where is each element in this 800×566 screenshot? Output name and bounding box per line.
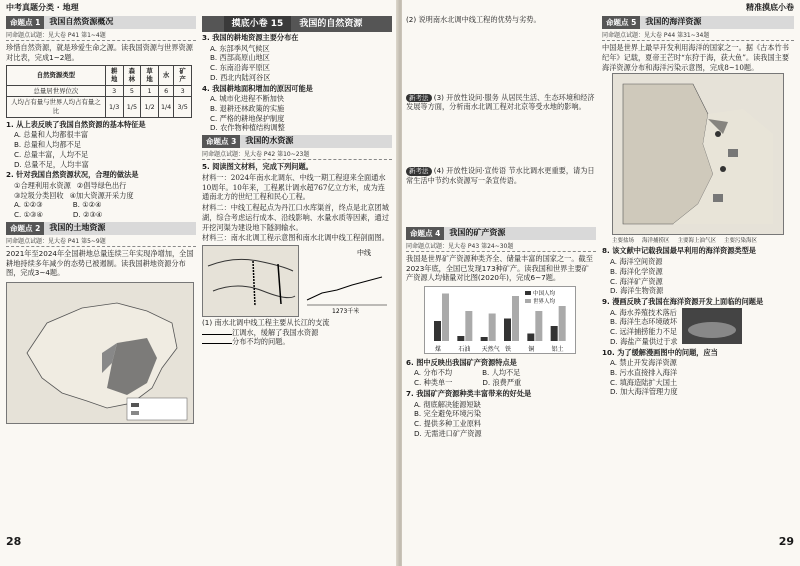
item: ③垃圾分类回收 [14,190,64,200]
legend-item: 主要污染海区 [724,237,758,244]
left-column-1 [6,14,196,552]
option[interactable]: D. 海盐产量供过于求 [610,336,678,346]
fishing-area-marker [713,194,723,202]
table-header: 耕地 [105,65,123,85]
section-3-title [202,135,392,148]
option[interactable]: A. 海洋空间资源 [610,257,663,267]
map-legend [127,398,187,420]
question-10: 10. 为了缓解漫画图中的问题，应当 [602,347,718,357]
bar [504,318,511,341]
legend-label: 世界人均 [533,298,556,305]
cartoon-image [682,308,742,344]
table-header-row [7,65,192,85]
profile-label: 中线 [357,249,371,258]
table-cell: 1/3 [105,97,123,117]
figures-row [202,245,392,317]
ref-line: 同命题点试题：见大卷 P44 第31~34题 [602,32,794,41]
farmland-map [6,282,194,424]
option[interactable]: B. 西部高原山地区 [210,53,270,63]
section-name: 我国的海洋资源 [645,17,702,27]
answer-space[interactable] [406,113,596,165]
bar [551,326,558,341]
question-9: 9. 漫画反映了我国在海洋资源开发上面临的问题是 [602,296,764,306]
option[interactable]: B. 人均不足 [482,368,521,378]
material-2: 材料二：中线工程起点为丹江口水库渠首，终点是北京团城湖，综合考虑运行成本、沿线影响、水量水质等因素，通过开挖河渠为建设地下隧洞输水。 [202,203,389,232]
intro-text: 我国是世界矿产资源种类齐全、储量丰富的国家之一。截至2023年底，全国已发现173种矿产。读我国和世界主要矿产资源人均储量对比图(2020年)，完成6~7题。 [406,253,593,283]
table-cell: 1/2 [141,97,159,117]
bar [489,313,496,341]
bar [535,311,542,341]
option[interactable]: A. 东部季风气候区 [210,43,270,53]
option[interactable]: B. 退耕还林政策的实施 [210,104,285,114]
option[interactable]: D. 海洋生物资源 [610,286,664,296]
profile-axis-label: 1273千米 [332,308,360,316]
section-name: 我国的矿产资源 [449,227,506,237]
option[interactable]: C. 种类单一 [414,378,453,388]
option-row [6,200,196,210]
intro-text: 中国是世界上最早开发利用海洋的国家之一。据《古本竹书纪年》记载，夏帝王芒时“东狩于海，获大鱼”。读我国主要海洋资源分布和海洋污染示意图，完成8~10题。 [602,43,790,72]
right-header: 精准摸底小卷 [746,3,794,12]
intro-text: 珍惜自然资源，就是珍爱生命之源。读我国资源与世界资源对比表，完成1~2题。 [6,43,193,62]
option[interactable]: A. 总量和人均都很丰富 [14,130,89,140]
table-header: 森林 [123,65,141,85]
item-row [6,191,196,201]
section-1-title [6,16,196,29]
bar [527,333,534,341]
legend-item: 主要盐场 [612,237,635,244]
table-cell: 3 [174,85,192,97]
east-route-line [278,264,281,304]
option[interactable]: B. 完全避免环境污染 [414,409,482,419]
ref-line: 同命题点试题：见大卷 P41 第5~9题 [6,238,196,247]
option[interactable]: D. 无需进口矿产资源 [414,428,482,438]
option[interactable]: A. 禁止开发海洋资源 [610,358,677,368]
fishing-area-marker [728,149,738,157]
salt-field-marker [715,131,721,137]
section-name: 我国自然资源概况 [49,17,114,27]
route-line [208,259,293,271]
text: (3) 开放性设问·服务 从居民生活、生态环境和经济发展等方面，分析南水北调工程对北京等受水地的影响。 [406,92,595,112]
bar [465,311,472,341]
question-1: 1. 从上表反映了我国自然资源的基本特征是 [6,119,146,129]
profile-chart [302,245,392,315]
water-diversion-map [202,245,299,317]
section-4-title [406,227,596,240]
section-2-title [6,222,196,235]
ref-line: 同命题点试题：见大卷 P41 第1~4题 [6,32,196,41]
option[interactable]: A. ①②③ [14,200,43,210]
right-page [402,0,800,566]
left-page [0,0,398,566]
table-cell: 1/4 [158,97,173,117]
option[interactable]: C. 东南沿海平原区 [210,63,270,73]
option[interactable]: C. 严格的耕地保护制度 [210,113,285,123]
table-header: 自然资源类型 [7,65,106,85]
intro-text: 2021年至2024年全国耕地总量连续三年实现净增加，全国耕地持续多年减少的态势已被遏制。读我国耕地资源分布图，完成3~4题。 [6,249,194,278]
section-tag: 命题点 4 [406,227,444,240]
question-7: 7. 我国矿产资源种类丰富带来的好处是 [406,388,532,398]
text: 江调水，缓解了我国水资源 [232,327,319,337]
table-cell: 5 [123,85,141,97]
option[interactable]: A. 彻底解决能源短缺 [414,399,481,409]
page-number: 29 [778,535,794,549]
option[interactable]: B. 总量和人均都不足 [14,140,82,150]
legend-item: 海洋捕捞区 [642,237,670,244]
option[interactable]: D. 总量不足，人均丰富 [14,159,89,169]
text: 分布不均的问题。 [232,337,290,347]
quiz-number: 摸底小卷 15 [224,16,292,32]
option-row [6,210,196,220]
question-2: 2. 针对我国自然资源状况，合理的做法是 [6,170,139,180]
legend-swatch [131,411,139,415]
option[interactable]: D. 农作物种植结构调整 [210,123,285,133]
material-1: 材料一：2024年南水北调东、中线一期工程迎来全面通水10周年。10年来，工程累计调水超767亿立方米，成为连通南北方的世纪工程和民心工程。 [202,173,386,202]
x-tick-label: 铝土 [551,345,564,353]
text: (1) 南水北调中线工程主要从长江的支流 [202,318,330,328]
option[interactable]: A. 城市化进程不断加快 [210,94,285,104]
q9-block [602,308,794,347]
right-column-1 [406,14,596,552]
question-5-4 [406,166,596,185]
option[interactable]: B. 海洋化学资源 [610,266,663,276]
salt-field-marker [720,166,726,172]
table-header: 矿产 [174,65,192,85]
ref-line: 同命题点试题：见大卷 P42 第10~23题 [202,151,392,160]
x-tick-label: 煤 [435,345,442,353]
item: ②倡导绿色出行 [76,181,127,191]
ref-line: 同命题点试题：见大卷 P43 第24~30题 [406,243,596,252]
question-5-2: (2) 说明南水北调中线工程的优势与劣势。 [406,15,541,24]
table-cell: 3 [105,85,123,97]
question-5-1 [202,318,392,347]
section-name: 我国的水资源 [245,136,294,146]
question-4: 4. 我国耕地面积增加的原因可能是 [202,83,313,93]
profile-line [307,277,382,300]
option-row [406,378,596,388]
option[interactable]: B. 污水直接排入海洋 [610,368,678,378]
option[interactable]: B. ①②④ [72,200,102,210]
option[interactable]: D. ②③④ [72,210,103,220]
table-cell: 人均占有量与世界人均占有量之比 [7,97,106,117]
option[interactable]: D. 加大海洋管理力度 [610,387,678,397]
option[interactable]: C. ①③④ [14,210,43,220]
option[interactable]: C. 海洋矿产资源 [610,276,663,286]
ocean-resource-map [612,73,784,235]
right-column-2 [602,14,794,552]
option[interactable]: C. 总量丰富，人均不足 [14,149,89,159]
x-tick-label: 石油 [458,345,471,353]
text: (4) 开放性设问·宣传语 节水比调水更重要，请为日常生活中节约水资源写一条宣传语。 [406,166,595,185]
page-number: 28 [6,535,22,549]
table-cell: 6 [158,85,173,97]
bar [559,306,566,341]
legend-item: 主要海上油气区 [677,237,717,244]
legend-swatch [525,291,531,295]
bar [512,296,519,341]
cartoon-wave [688,322,736,338]
item: ④加大资源开采力度 [69,190,134,200]
option[interactable]: A. 分布不均 [414,368,453,378]
answer-space[interactable] [406,26,596,92]
question-5-3 [406,93,596,112]
new-method-badge: 新考法 [406,167,432,176]
section-5-title [602,16,794,29]
mineral-bar-chart [424,286,576,354]
x-tick-label: 天然气 [481,345,500,353]
option[interactable]: D. 浪费严重 [482,378,522,388]
blank-input[interactable] [202,343,232,344]
map-legend [602,238,794,245]
middle-route-line [253,261,255,306]
table-cell: 1 [141,85,159,97]
section-tag: 命题点 1 [6,16,44,29]
legend-swatch [525,299,531,303]
section-tag: 命题点 5 [602,16,640,29]
legend-label: 中国人均 [533,290,556,297]
bar [481,337,488,341]
resource-table [6,65,192,118]
table-cell: 总量居世界位次 [7,85,106,97]
left-header: 中考真题分类 · 地理 [6,3,79,12]
material-3: 材料三：南水北调工程示意图和南水北调中线工程剖面图。 [202,233,389,243]
bar [434,321,441,341]
left-column-2 [202,14,392,552]
item: ①合理利用水资源 [14,181,71,191]
bar [442,293,449,341]
table-row [7,85,192,97]
option[interactable]: C. 远洋捕捞能力不足 [610,327,678,337]
answer-space[interactable] [406,187,596,225]
option[interactable]: C. 填海造陆扩大国土 [610,377,678,387]
question-3: 3. 我国的耕地资源主要分布在 [202,33,299,42]
table-header: 草地 [141,65,159,85]
table-header: 水 [158,65,173,85]
option[interactable]: B. 海洋生态环境破坏 [610,317,678,327]
x-tick-label: 铁 [505,345,512,353]
item-row [6,181,196,191]
question-8: 8. 该文献中记载我国最早利用的海洋资源类型是 [602,246,756,256]
section-tag: 命题点 2 [6,222,44,235]
table-cell: 1/5 [123,97,141,117]
option[interactable]: D. 西北内陆河谷区 [210,72,271,82]
question-6: 6. 图中反映出我国矿产资源特点是 [406,357,517,367]
section-name: 我国的土地资源 [49,223,106,233]
table-cell: 3/5 [174,97,192,117]
legend-swatch [131,403,139,407]
section-tag: 命题点 3 [202,135,240,148]
option[interactable]: A. 海水养殖技术落后 [610,307,677,317]
option[interactable]: C. 提供多种工业原料 [414,418,482,428]
question-5: 5. 阅读图文材料，完成下列问题。 [202,162,313,172]
option-row [406,368,596,378]
bar [457,336,464,341]
q9-options [602,308,678,347]
x-tick-label: 铜 [528,345,535,353]
table-row [7,97,192,117]
blank-input[interactable] [202,334,232,335]
quiz-topic: 我国的自然资源 [299,18,363,29]
new-method-badge: 新考法 [406,94,432,103]
quiz-banner [202,16,392,32]
